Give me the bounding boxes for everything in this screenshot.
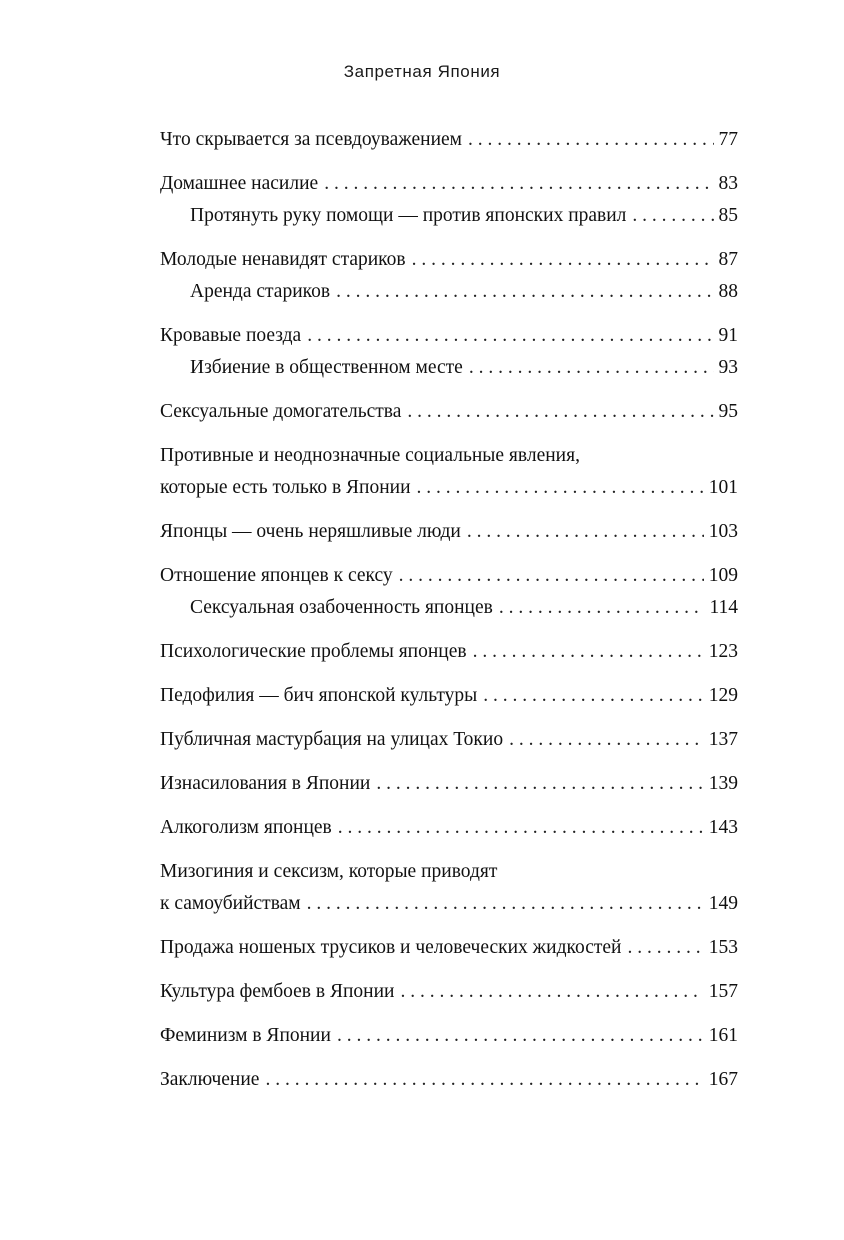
toc-subline xyxy=(160,276,738,308)
toc-page-number: 123 xyxy=(708,641,738,662)
toc-title-line: к самоубийствам xyxy=(160,893,301,914)
toc-title: Сексуальные домогательства xyxy=(160,401,402,422)
toc-subline xyxy=(160,200,738,232)
toc-page-number: 95 xyxy=(718,401,738,422)
toc-title-line: Противные и неоднозначные социальные явления, xyxy=(160,445,580,466)
running-head: Запретная Япония xyxy=(343,62,501,81)
dot-leader xyxy=(469,352,714,384)
toc-line xyxy=(160,244,738,276)
toc-page-number: 114 xyxy=(709,597,738,618)
toc-page-number: 161 xyxy=(708,1025,738,1046)
toc-entry xyxy=(160,724,738,756)
toc-entry xyxy=(160,124,738,156)
toc-line xyxy=(160,932,738,964)
dot-leader xyxy=(399,560,704,592)
toc-entry xyxy=(160,856,738,920)
toc-page-number: 101 xyxy=(708,477,738,498)
toc-title-line: которые есть только в Японии xyxy=(160,477,411,498)
toc-title: Продажа ношеных трусиков и человеческих жидкостей xyxy=(160,937,622,958)
toc-entry xyxy=(160,440,738,504)
toc-page-number: 129 xyxy=(708,685,738,706)
toc-line xyxy=(160,440,738,472)
toc-title: Молодые ненавидят стариков xyxy=(160,249,406,270)
toc-entry xyxy=(160,812,738,844)
dot-leader xyxy=(376,768,703,800)
dot-leader xyxy=(499,592,705,624)
dot-leader xyxy=(324,168,713,200)
toc-entry xyxy=(160,768,738,800)
toc-entry xyxy=(160,636,738,668)
toc-line xyxy=(160,976,738,1008)
toc-line xyxy=(160,472,738,504)
dot-leader xyxy=(628,932,704,964)
dot-leader xyxy=(336,276,713,308)
toc-entry xyxy=(160,396,738,428)
toc-line xyxy=(160,680,738,712)
toc-line xyxy=(160,724,738,756)
toc-title: Японцы — очень неряшливые люди xyxy=(160,521,461,542)
toc-entry xyxy=(160,560,738,624)
toc-line xyxy=(160,768,738,800)
toc-page-number: 91 xyxy=(718,325,738,346)
dot-leader xyxy=(473,636,704,668)
toc-entry xyxy=(160,976,738,1008)
toc-title: Изнасилования в Японии xyxy=(160,773,371,794)
toc-entry xyxy=(160,1020,738,1052)
toc-subline xyxy=(160,592,738,624)
dot-leader xyxy=(307,320,713,352)
toc-entry xyxy=(160,244,738,308)
dot-leader xyxy=(483,680,703,712)
toc-entry xyxy=(160,1064,738,1096)
dot-leader xyxy=(509,724,704,756)
toc-line xyxy=(160,856,738,888)
toc-entry xyxy=(160,168,738,232)
dot-leader xyxy=(400,976,703,1008)
toc-line xyxy=(160,168,738,200)
toc-page-number: 157 xyxy=(708,981,738,1002)
toc-subtitle: Протянуть руку помощи — против японских правил xyxy=(190,205,627,226)
toc-subtitle: Аренда стариков xyxy=(190,281,331,302)
dot-leader xyxy=(307,888,704,920)
toc-title-line: Мизогиния и сексизм, которые приводят xyxy=(160,861,498,882)
toc-page-number: 93 xyxy=(718,357,738,378)
toc-entry xyxy=(160,320,738,384)
toc-line xyxy=(160,812,738,844)
dot-leader xyxy=(468,124,713,156)
toc-line xyxy=(160,560,738,592)
toc-page-number: 139 xyxy=(708,773,738,794)
toc-line xyxy=(160,124,738,156)
toc-page-number: 137 xyxy=(708,729,738,750)
toc-title: Психологические проблемы японцев xyxy=(160,641,467,662)
dot-leader xyxy=(412,244,714,276)
toc-title: Алкоголизм японцев xyxy=(160,817,332,838)
dot-leader xyxy=(338,812,704,844)
toc-page-number: 77 xyxy=(718,129,738,150)
toc-title: Что скрывается за псевдоуважением xyxy=(160,129,463,150)
toc-page-number: 88 xyxy=(718,281,738,302)
dot-leader xyxy=(467,516,704,548)
toc-title: Домашнее насилие xyxy=(160,173,319,194)
toc-page-number: 109 xyxy=(708,565,738,586)
toc-entry xyxy=(160,680,738,712)
toc-line xyxy=(160,516,738,548)
dot-leader xyxy=(407,396,713,428)
toc-line xyxy=(160,636,738,668)
toc-title: Заключение xyxy=(160,1069,260,1090)
toc-title: Педофилия — бич японской культуры xyxy=(160,685,478,706)
toc-page-number: 143 xyxy=(708,817,738,838)
toc-entry xyxy=(160,932,738,964)
toc-subtitle: Избиение в общественном месте xyxy=(190,357,463,378)
toc-page-number: 85 xyxy=(718,205,738,226)
dot-leader xyxy=(632,200,713,232)
toc-page-number: 103 xyxy=(708,521,738,542)
toc-title: Кровавые поезда xyxy=(160,325,302,346)
toc-subline xyxy=(160,352,738,384)
dot-leader xyxy=(265,1064,703,1096)
toc-page-number: 87 xyxy=(718,249,738,270)
toc-page-number: 149 xyxy=(708,893,738,914)
toc-line xyxy=(160,888,738,920)
dot-leader xyxy=(417,472,704,504)
toc-line xyxy=(160,396,738,428)
toc-page-number: 153 xyxy=(708,937,738,958)
toc-page-number: 83 xyxy=(718,173,738,194)
toc-title: Культура фембоев в Японии xyxy=(160,981,395,1002)
toc-title: Публичная мастурбация на улицах Токио xyxy=(160,729,504,750)
toc-line xyxy=(160,1020,738,1052)
toc-title: Феминизм в Японии xyxy=(160,1025,331,1046)
toc-entry xyxy=(160,516,738,548)
table-of-contents xyxy=(160,124,738,1096)
toc-page-number: 167 xyxy=(708,1069,738,1090)
toc-title: Отношение японцев к сексу xyxy=(160,565,393,586)
dot-leader xyxy=(337,1020,704,1052)
toc-line xyxy=(160,320,738,352)
toc-subtitle: Сексуальная озабоченность японцев xyxy=(190,597,493,618)
toc-line xyxy=(160,1064,738,1096)
